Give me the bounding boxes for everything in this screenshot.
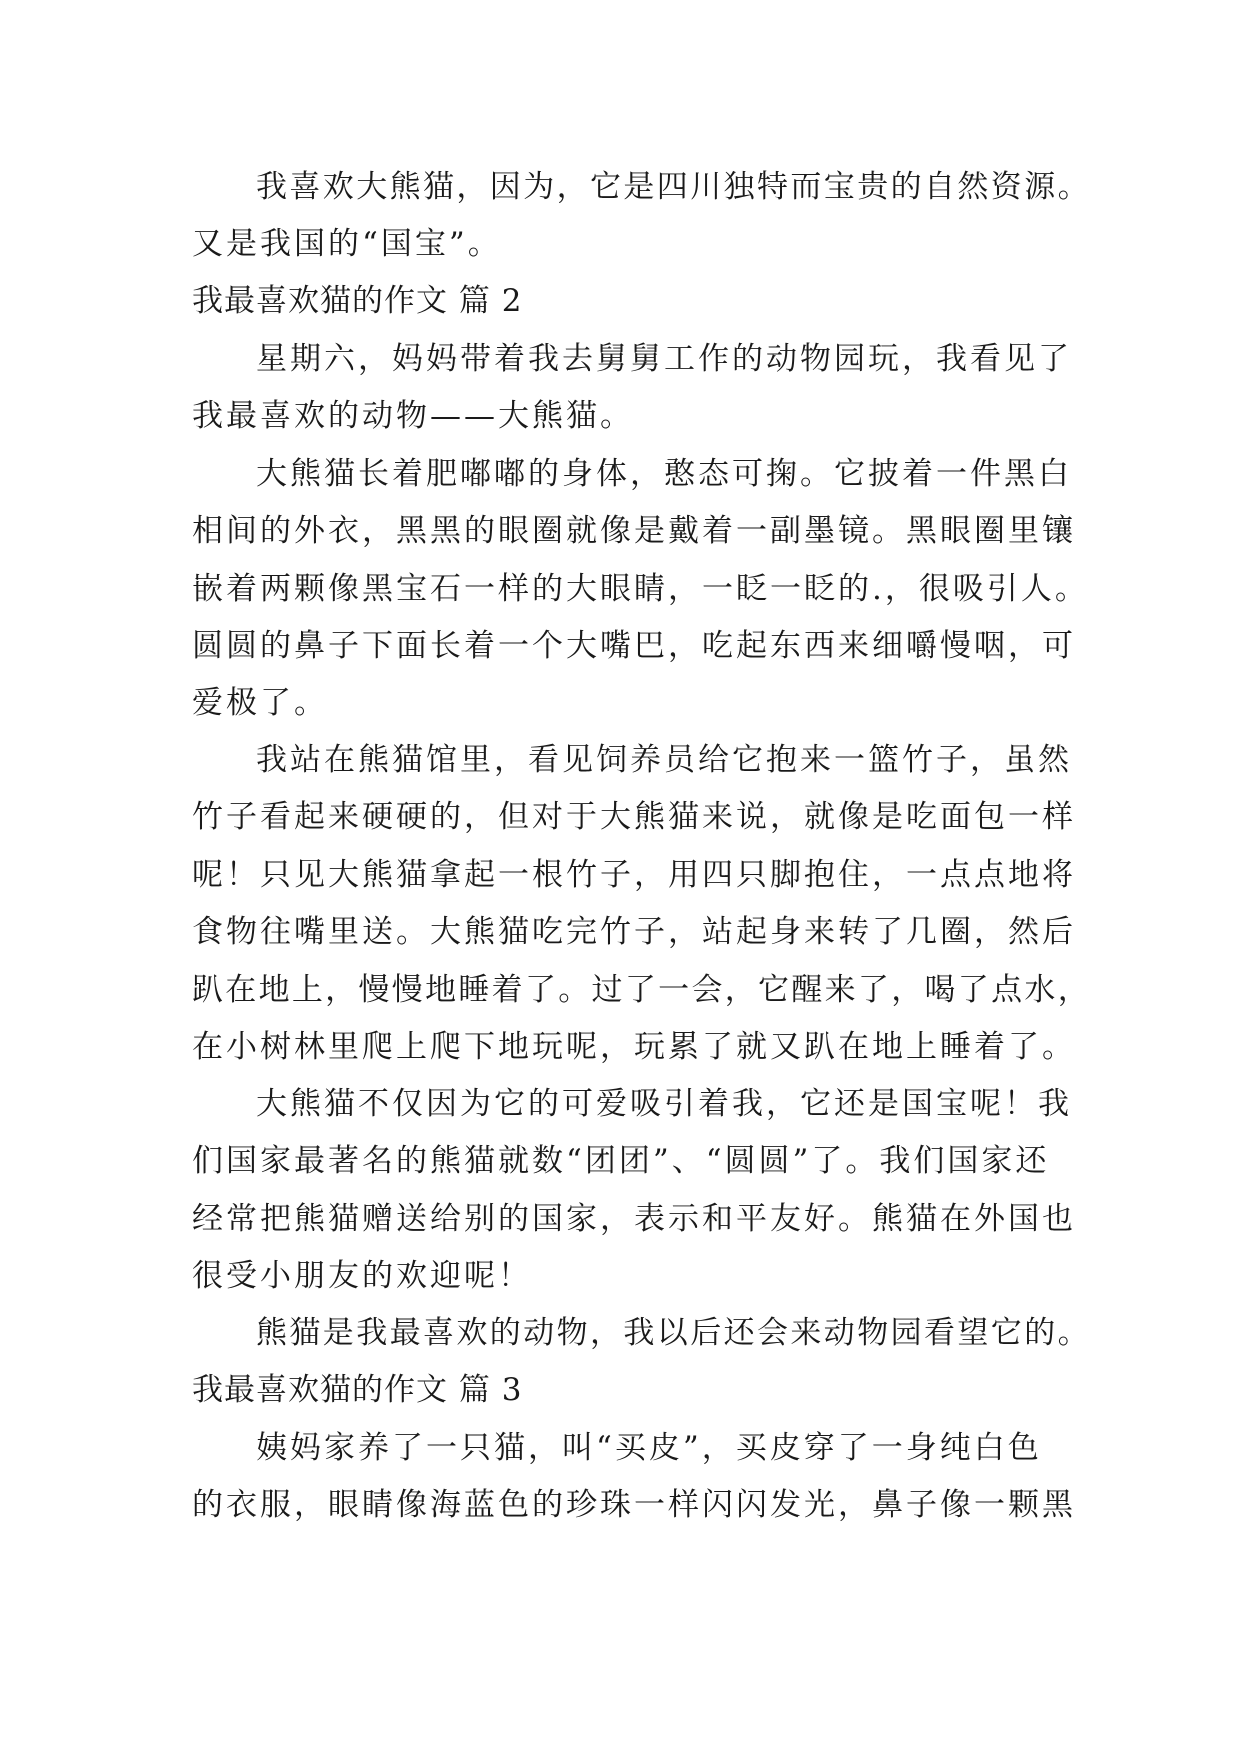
text-line: 嵌着两颗像黑宝石一样的大眼睛，一眨一眨的.，很吸引人。 bbox=[192, 571, 1089, 607]
text-line: 大熊猫长着肥嘟嘟的身体，憨态可掬。它披着一件黑白 bbox=[256, 456, 1072, 492]
text-line: 在小树林里爬上爬下地玩呢，玩累了就又趴在地上睡着了。 bbox=[192, 1029, 1076, 1065]
text-line: 熊猫是我最喜欢的动物，我以后还会来动物园看望它的。 bbox=[256, 1315, 1091, 1351]
text-line: 的衣服，眼睛像海蓝色的珍珠一样闪闪发光，鼻子像一颗黑 bbox=[192, 1487, 1076, 1523]
text-line: 姨妈家养了一只猫，叫“买皮”，买皮穿了一身纯白色 bbox=[256, 1430, 1042, 1466]
text-line: 圆圆的鼻子下面长着一个大嘴巴，吃起东西来细嚼慢咽，可 bbox=[192, 628, 1076, 664]
section-heading: 我最喜欢猫的作文 篇 2 bbox=[192, 283, 523, 319]
text-line: 我最喜欢的动物——大熊猫。 bbox=[192, 398, 634, 434]
text-line: 相间的外衣，黑黑的眼圈就像是戴着一副墨镜。黑眼圈里镶 bbox=[192, 513, 1076, 549]
text-line: 呢！只见大熊猫拿起一根竹子，用四只脚抱住，一点点地将 bbox=[192, 857, 1076, 893]
text-line: 食物往嘴里送。大熊猫吃完竹子，站起身来转了几圈，然后 bbox=[192, 914, 1076, 950]
text-line: 竹子看起来硬硬的，但对于大熊猫来说，就像是吃面包一样 bbox=[192, 799, 1076, 835]
text-line: 星期六，妈妈带着我去舅舅工作的动物园玩，我看见了 bbox=[256, 341, 1072, 377]
text-line: 经常把熊猫赠送给别的国家，表示和平友好。熊猫在外国也 bbox=[192, 1201, 1076, 1237]
text-line: 很受小朋友的欢迎呢！ bbox=[192, 1258, 532, 1294]
text-line: 我站在熊猫馆里，看见饲养员给它抱来一篮竹子，虽然 bbox=[256, 742, 1072, 778]
text-line: 大熊猫不仅因为它的可爱吸引着我，它还是国宝呢！我 bbox=[256, 1086, 1072, 1122]
text-line: 们国家最著名的熊猫就数“团团”、“圆圆”了。我们国家还 bbox=[192, 1143, 1050, 1179]
text-line: 趴在地上，慢慢地睡着了。过了一会，它醒来了，喝了点水， bbox=[192, 972, 1091, 1008]
text-line: 又是我国的“国宝”。 bbox=[192, 226, 502, 262]
text-line: 我喜欢大熊猫，因为，它是四川独特而宝贵的自然资源。 bbox=[256, 169, 1091, 205]
section-heading: 我最喜欢猫的作文 篇 3 bbox=[192, 1372, 523, 1408]
text-line: 爱极了。 bbox=[192, 685, 328, 721]
